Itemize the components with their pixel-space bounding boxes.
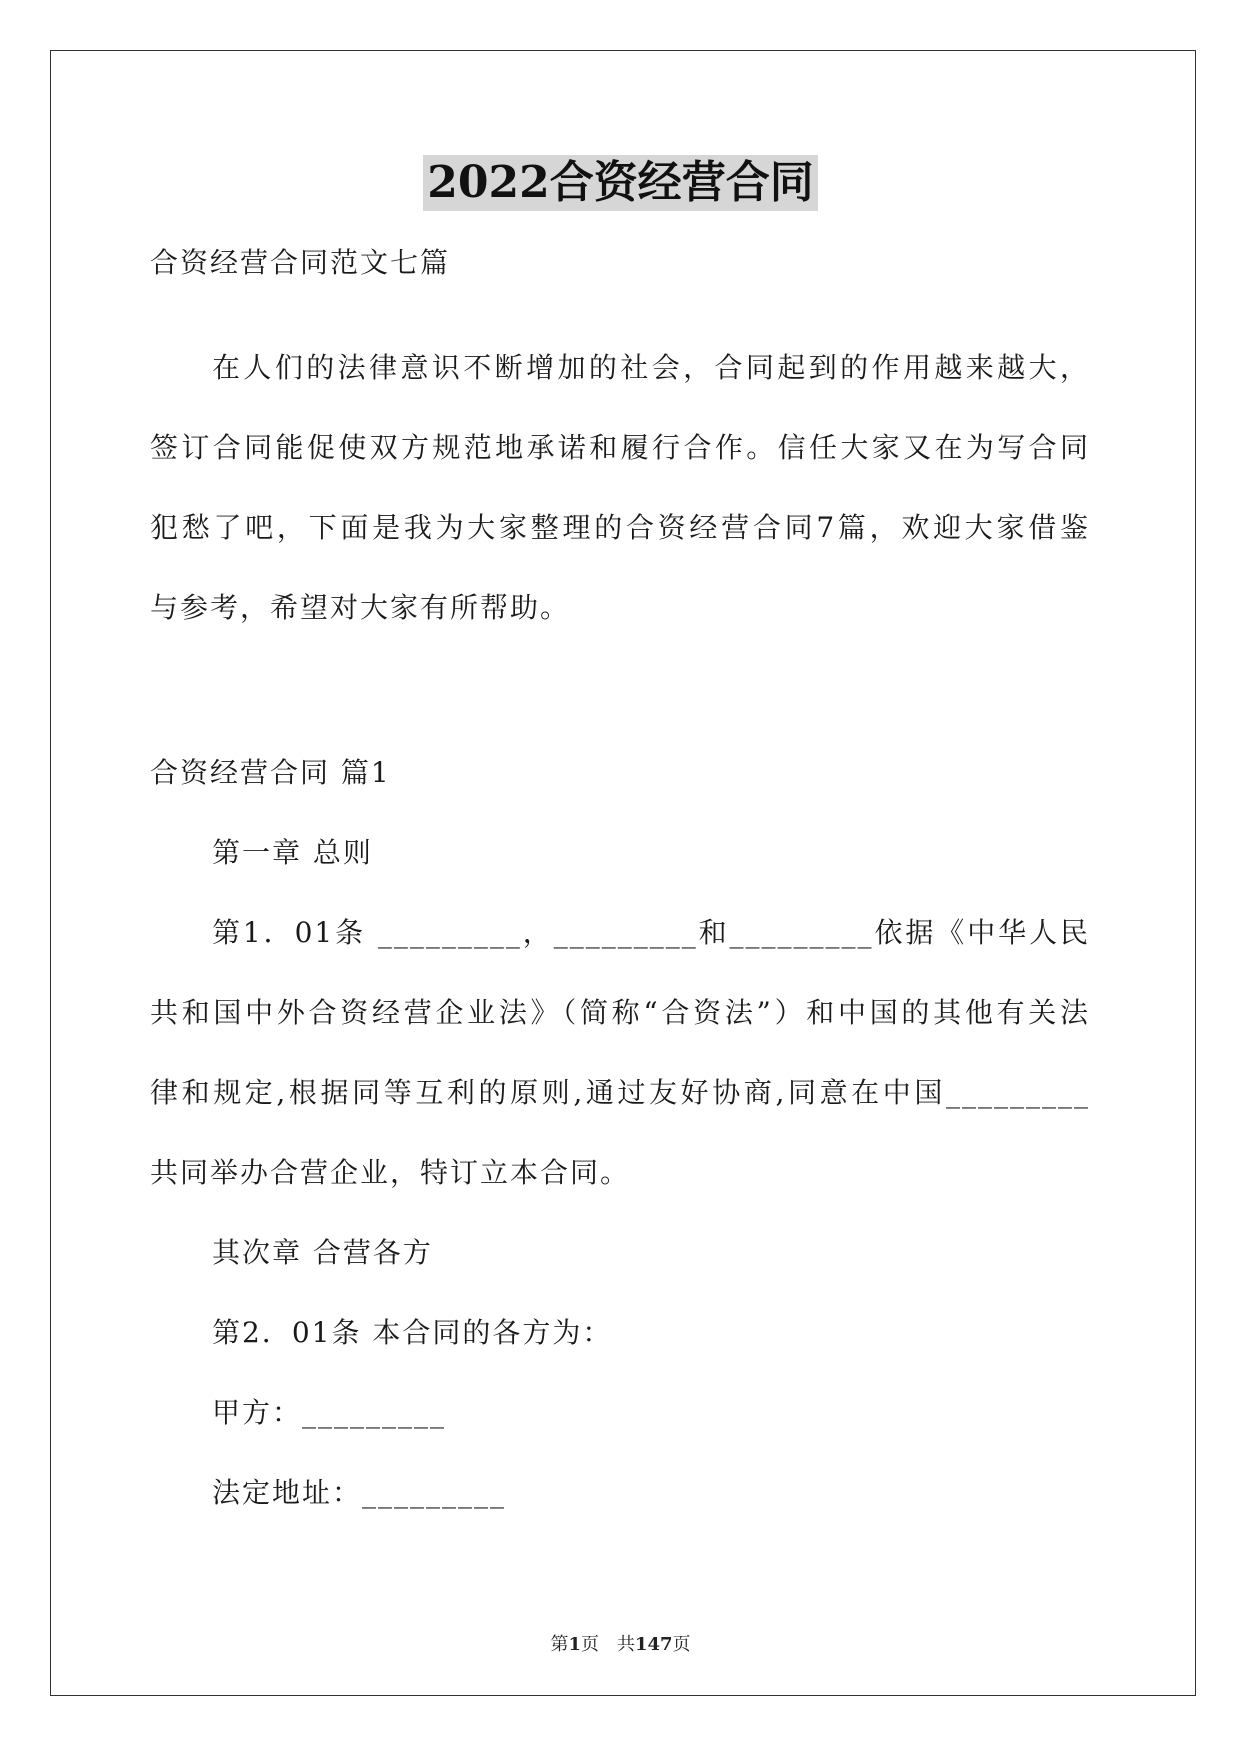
document-title: 2022合资经营合同 — [423, 155, 817, 211]
intro-line-2: 签订合同能促使双方规范地承诺和履行合作。信任大家又在为写合同 — [150, 431, 1090, 464]
footer-page-suffix: 页 — [672, 1634, 691, 1655]
footer-total-pages: 147 — [634, 1634, 673, 1655]
article-1-01-line-3: 律和规定,根据同等互利的原则,通过友好协商,同意在中国_________ — [150, 1076, 1090, 1109]
page-footer — [0, 1630, 1241, 1656]
footer-page-prefix: 第 — [550, 1634, 569, 1655]
title-container — [0, 155, 1241, 211]
legal-address-field: 法定地址：_________ — [212, 1476, 507, 1509]
footer-page-number: 1 — [568, 1634, 581, 1655]
article-2-01: 第2．01条 本合同的各方为： — [212, 1316, 613, 1349]
section-heading: 合资经营合同 篇1 — [150, 756, 391, 789]
footer-page-mid: 页 共 — [580, 1634, 635, 1655]
intro-line-1: 在人们的法律意识不断增加的社会，合同起到的作用越来越大， — [212, 351, 1090, 384]
chapter-1-heading: 第一章 总则 — [212, 836, 373, 869]
article-1-01-line-1: 第1．01条 _________，_________和_________依据《中华人民 — [212, 916, 1090, 949]
party-a-field: 甲方：_________ — [212, 1396, 447, 1429]
article-1-01-line-4: 共同举办合营企业，特订立本合同。 — [150, 1156, 631, 1189]
page-border — [50, 50, 1196, 1696]
chapter-2-heading: 其次章 合营各方 — [212, 1236, 433, 1269]
document-subtitle: 合资经营合同范文七篇 — [150, 246, 451, 279]
intro-line-4: 与参考，希望对大家有所帮助。 — [150, 591, 571, 624]
article-1-01-line-2: 共和国中外合资经营企业法》（简称“合资法”）和中国的其他有关法 — [150, 996, 1090, 1029]
intro-line-3: 犯愁了吧，下面是我为大家整理的合资经营合同7篇，欢迎大家借鉴 — [150, 511, 1090, 544]
